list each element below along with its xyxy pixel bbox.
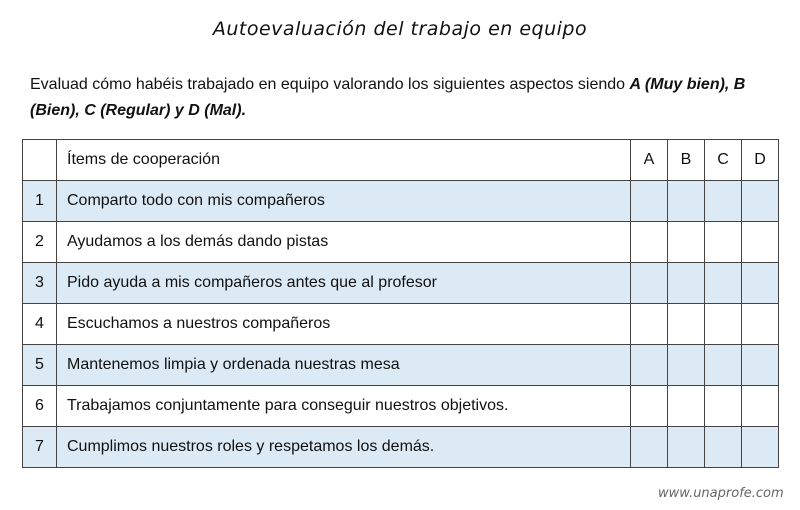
- rating-cell-a[interactable]: [631, 181, 668, 222]
- row-item: Comparto todo con mis compañeros: [57, 181, 631, 222]
- rating-cell-a[interactable]: [631, 222, 668, 263]
- row-number: 6: [23, 386, 57, 427]
- row-number: 5: [23, 345, 57, 386]
- rating-cell-b[interactable]: [668, 181, 705, 222]
- evaluation-table: [22, 139, 779, 468]
- table-row: [23, 263, 779, 304]
- page-title: Autoevaluación del trabajo en equipo: [212, 18, 588, 40]
- rating-cell-c[interactable]: [705, 386, 742, 427]
- rating-cell-a[interactable]: [631, 345, 668, 386]
- rating-cell-c[interactable]: [705, 427, 742, 468]
- rating-cell-a[interactable]: [631, 304, 668, 345]
- rating-cell-d[interactable]: [742, 427, 779, 468]
- rating-cell-d[interactable]: [742, 222, 779, 263]
- row-item: Ayudamos a los demás dando pistas: [57, 222, 631, 263]
- rating-cell-a[interactable]: [631, 386, 668, 427]
- rating-cell-d[interactable]: [742, 345, 779, 386]
- rating-cell-c[interactable]: [705, 345, 742, 386]
- rating-cell-d[interactable]: [742, 386, 779, 427]
- table-row: [23, 181, 779, 222]
- header-d: D: [742, 140, 779, 181]
- rating-cell-b[interactable]: [668, 304, 705, 345]
- row-number: 2: [23, 222, 57, 263]
- rating-cell-b[interactable]: [668, 263, 705, 304]
- row-item: Trabajamos conjuntamente para conseguir nuestros objetivos.: [57, 386, 631, 427]
- row-number: 7: [23, 427, 57, 468]
- row-item: Escuchamos a nuestros compañeros: [57, 304, 631, 345]
- header-number: [23, 140, 57, 181]
- row-number: 1: [23, 181, 57, 222]
- table-row: [23, 386, 779, 427]
- row-number: 3: [23, 263, 57, 304]
- header-c: C: [705, 140, 742, 181]
- table-row: [23, 427, 779, 468]
- rating-cell-c[interactable]: [705, 304, 742, 345]
- rating-cell-c[interactable]: [705, 222, 742, 263]
- table-row: [23, 222, 779, 263]
- rating-cell-a[interactable]: [631, 427, 668, 468]
- row-item: Cumplimos nuestros roles y respetamos los demás.: [57, 427, 631, 468]
- rating-cell-a[interactable]: [631, 263, 668, 304]
- table-row: [23, 345, 779, 386]
- instructions: [30, 72, 775, 124]
- table-header: [23, 140, 779, 181]
- table-row: [23, 304, 779, 345]
- rating-cell-b[interactable]: [668, 345, 705, 386]
- rating-cell-b[interactable]: [668, 427, 705, 468]
- rating-cell-b[interactable]: [668, 222, 705, 263]
- rating-cell-d[interactable]: [742, 181, 779, 222]
- header-a: A: [631, 140, 668, 181]
- row-number: 4: [23, 304, 57, 345]
- rating-cell-c[interactable]: [705, 181, 742, 222]
- instructions-text: Evaluad cómo habéis trabajado en equipo valorando los siguientes aspectos siendo: [30, 76, 630, 93]
- header-b: B: [668, 140, 705, 181]
- rating-cell-d[interactable]: [742, 304, 779, 345]
- rating-cell-b[interactable]: [668, 386, 705, 427]
- watermark: www.unaprofe.com: [658, 486, 784, 501]
- row-item: Pido ayuda a mis compañeros antes que al profesor: [57, 263, 631, 304]
- header-item: Ítems de cooperación: [57, 140, 631, 181]
- rating-cell-c[interactable]: [705, 263, 742, 304]
- rating-cell-d[interactable]: [742, 263, 779, 304]
- rating-scale: A (Muy bien), B (Bien), C (Regular) y D (Mal).: [30, 76, 746, 119]
- row-item: Mantenemos limpia y ordenada nuestras mesa: [57, 345, 631, 386]
